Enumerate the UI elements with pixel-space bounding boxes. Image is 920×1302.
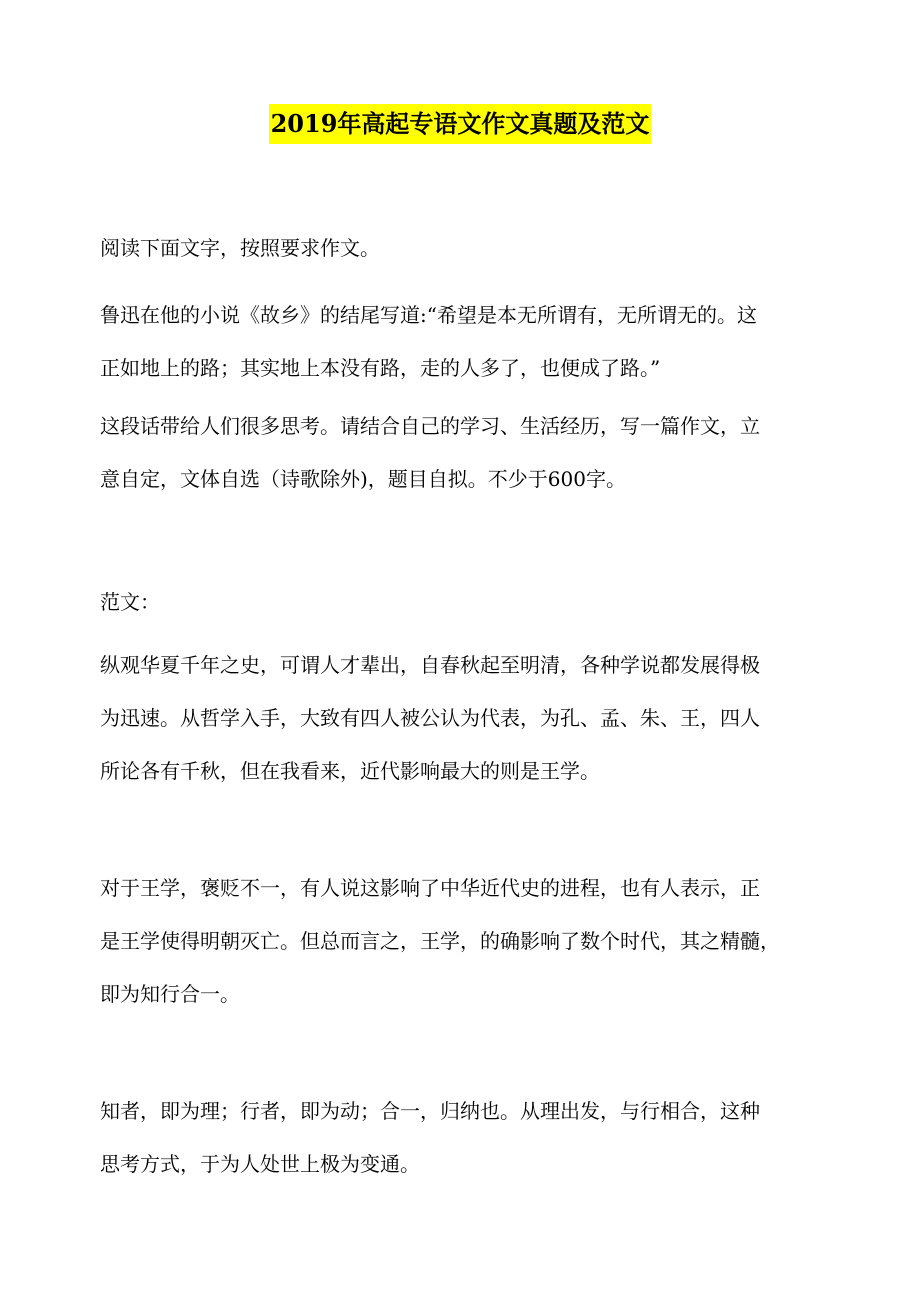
text-line: 正如地上的路；其实地上本没有路，走的人多了，也便成了路。”: [100, 356, 661, 380]
text-line: 纵观华夏千年之史，可谓人才辈出，自春秋起至明清，各种学说都发展得极: [100, 653, 760, 677]
text-line: 是王学使得明朝灭亡。但总而言之，王学，的确影响了数个时代，其之精髓，: [100, 929, 780, 953]
text-line: 阅读下面文字，按照要求作文。: [100, 236, 380, 260]
text-line: 所论各有千秋，但在我看来，近代影响最大的则是王学。: [100, 759, 600, 783]
paragraph-quote: [100, 289, 835, 395]
essay-paragraph-3: [100, 1085, 835, 1191]
text-line: 鲁迅在他的小说《故乡》的结尾写道:“希望是本无所谓有，无所谓无的。这: [100, 303, 757, 327]
text-line: 对于王学，褒贬不一，有人说这影响了中华近代史的进程，也有人表示，正: [100, 876, 760, 900]
sample-essay-label: [100, 576, 835, 629]
paragraph-requirements: [100, 400, 835, 506]
essay-paragraph-2: [100, 862, 835, 1021]
text-line: 即为知行合一。: [100, 982, 240, 1006]
text-line: 思考方式，于为人处世上极为变通。: [100, 1152, 420, 1176]
essay-paragraph-1: [100, 639, 835, 798]
text-line: 为迅速。从哲学入手，大致有四人被公认为代表，为孔、孟、朱、王，四人: [100, 706, 760, 730]
title-wrap: [0, 104, 920, 144]
text-line: 范文：: [100, 590, 160, 614]
text-line: 这段话带给人们很多思考。请结合自己的学习、生活经历，写一篇作文，立: [100, 414, 760, 438]
paragraph-instruction: [100, 222, 835, 275]
text-line: 知者，即为理；行者，即为动；合一，归纳也。从理出发，与行相合，这种: [100, 1099, 760, 1123]
page-title: 2019年高起专语文作文真题及范文: [269, 104, 652, 144]
text-line: 意自定，文体自选（诗歌除外)，题目自拟。不少于600字。: [100, 467, 626, 491]
